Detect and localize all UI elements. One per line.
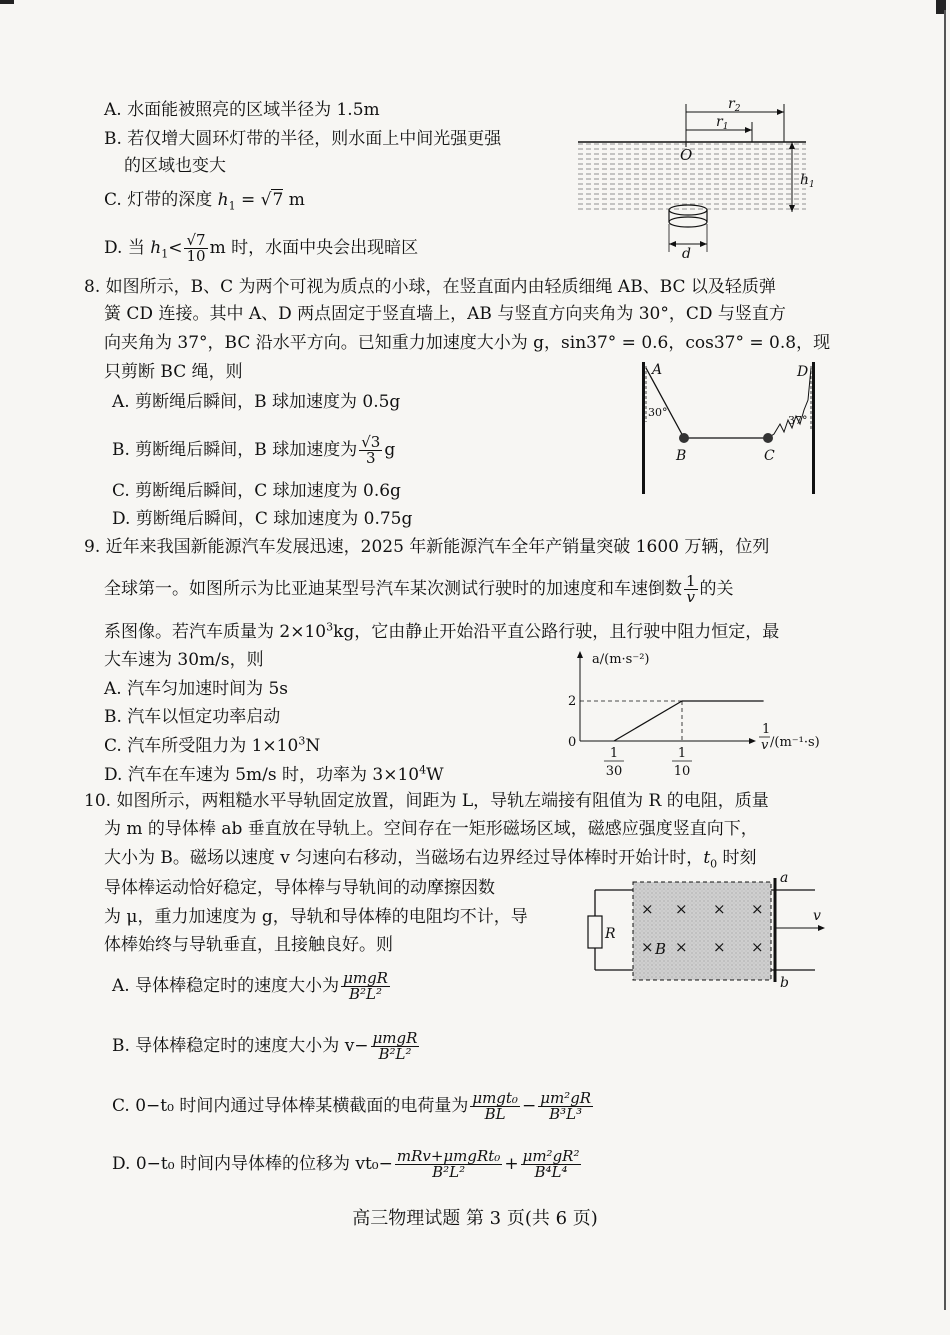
y-tick-2: 2 (568, 694, 577, 709)
label-d: D (797, 364, 809, 380)
q9-option-d: D. 汽车在车速为 5m/s 时，功率为 $3\times 10^4W$ (104, 763, 444, 785)
field-cross-8: × (751, 938, 764, 956)
q7-option-b-line1: B. 若仅增大圆环灯带的半径，则水面上中间光强更强 (104, 129, 502, 149)
q10-option-d: D. 0−t₀ 时间内导体棒的位移为 vt₀− $\frac{\text{mRv+μmgRt₀}}{\text{B²L²}}$ + $\frac{\text{μm²gR²}}{\text{B⁴L⁴}}$ (112, 1147, 580, 1181)
left-edge-mark (0, 0, 14, 4)
right-wall (812, 362, 815, 494)
q9-stem-line3: 系图像。若汽车质量为 $2\times 10^3kg$，它由静止开始沿平直公路行驶，且行驶中阻力恒定，最 (104, 620, 780, 642)
q9-stem-line4: 大车速为 30m/s，则 (104, 650, 264, 670)
q10-stem-line2: 为 m 的导体棒 ab 垂直放在导轨上。空间存在一矩形磁场区域，磁感应强度竖直向下， (104, 819, 758, 839)
q10-option-c: C. 0−t₀ 时间内通过导体棒某横截面的电荷量为 $\frac{\text{μmgt₀}}{BL}$ − $\frac{\text{μm²gR}}{\text{B³L³}}$ (112, 1089, 592, 1123)
point-o: O (680, 146, 693, 164)
ball-c (763, 433, 773, 443)
x-axis-label-den: v (761, 738, 769, 753)
x-tick-den-1: 30 (605, 764, 623, 779)
origin-label: 0 (568, 735, 577, 750)
field-cross-7: × (713, 938, 726, 956)
q8-stem-line4: 只剪断 BC 绳，则 (104, 362, 243, 382)
series-segment-1 (614, 701, 682, 741)
ring-bottom (669, 217, 707, 227)
r2-label: $r_2$ (728, 96, 741, 114)
field-cross-4: × (751, 900, 764, 918)
angle-37: 37° (788, 414, 808, 427)
q7-option-a: A. 水面能被照亮的区域半径为 1.5m (104, 100, 380, 120)
x-tick-num-2: 1 (677, 746, 687, 761)
field-b-label: B (655, 940, 667, 958)
q9-option-c: C. 汽车所受阻力为 $1\times 10^3N$ (104, 734, 321, 756)
velocity-label: v (813, 908, 821, 924)
right-border-line (944, 10, 946, 1310)
field-cross-3: × (713, 900, 726, 918)
q10-stem-line4: 导体棒运动恰好稳定，导体棒与导轨间的动摩擦因数 (104, 878, 495, 898)
q7-option-c: C. 灯带的深度 $h_1 = √7$ m (104, 190, 305, 213)
q10-stem-line1: 10. 如图所示，两粗糙水平导轨固定放置，间距为 L，导轨左端接有阻值为 R 的电阻，质量 (84, 791, 769, 811)
label-c: C (764, 448, 775, 464)
angle-30: 30° (648, 406, 668, 419)
q10-figure (575, 872, 840, 992)
q8-stem-line1: 8. 如图所示，B、C 为两个可视为质点的小球，在竖直面内由轻质细绳 AB、BC 以及轻质弹 (84, 277, 776, 297)
q10-option-b: B. 导体棒稳定时的速度大小为 v− $\frac{\text{μmgR}}{\text{B²L²}}$ (112, 1029, 418, 1063)
q7-option-b-line2: 的区域也变大 (124, 156, 226, 176)
q10-stem-line6: 体棒始终与导轨垂直，且接触良好。则 (104, 935, 393, 955)
q10-option-a: A. 导体棒稳定时的速度大小为 $\frac{\text{μmgR}}{\text{B²L²}}$ (112, 969, 388, 1003)
q8-option-a: A. 剪断绳后瞬间，B 球加速度为 0.5g (112, 392, 401, 412)
ball-b (679, 433, 689, 443)
q8-option-d: D. 剪断绳后瞬间，C 球加速度为 0.75g (112, 509, 413, 529)
x-axis-label-num: 1 (762, 722, 771, 737)
q8-stem-line2: 簧 CD 连接。其中 A、D 两点固定于竖直墙上，AB 与竖直方向夹角为 30°，CD 与竖直方 (104, 304, 786, 324)
q7-figure (570, 92, 840, 262)
q9-stem-line2: 全球第一。如图所示为比亚迪某型号汽车某次测试行驶时的加速度和车速倒数 $\frac{1}{v}$ 的关 (104, 572, 734, 606)
q10-stem-line3: 大小为 B。磁场以速度 v 匀速向右移动，当磁场右边界经过导体棒时开始计时，$t_0$ 时刻 (104, 848, 757, 871)
field-cross-1: × (641, 900, 654, 918)
label-a: a (780, 872, 789, 886)
q8-figure (636, 360, 826, 496)
label-b: B (676, 448, 687, 464)
q9-stem-line1: 9. 近年来我国新能源汽车发展迅速，2025 年新能源汽车全年产销量突破 1600 万辆，位列 (84, 537, 770, 557)
x-tick-den-2: 10 (673, 764, 691, 779)
r1-label: $r_1$ (716, 114, 729, 132)
q8-option-b: B. 剪断绳后瞬间，B 球加速度为 $\frac{√3}{3}$ g (112, 433, 396, 467)
label-a: A (652, 362, 663, 378)
resistor-r (588, 916, 602, 948)
page-footer: 高三物理试题 第 3 页(共 6 页) (352, 1208, 598, 1229)
left-wall (642, 362, 645, 494)
x-tick-num-1: 1 (609, 746, 619, 761)
y-axis-label: a/(m·s⁻²) (592, 652, 650, 667)
q8-option-c: C. 剪断绳后瞬间，C 球加速度为 0.6g (112, 481, 401, 501)
rope-ab (646, 368, 684, 438)
q10-stem-line5: 为 μ，重力加速度为 g，导轨和导体棒的电阻均不计，导 (104, 907, 528, 927)
q9-option-a: A. 汽车匀加速时间为 5s (104, 679, 289, 699)
field-cross-6: × (675, 938, 688, 956)
q8-stem-line3: 向夹角为 37°，BC 沿水平方向。已知重力加速度大小为 g，sin37° = 0.6，cos37° = 0.8，现 (104, 333, 831, 353)
resistor-label: R (605, 926, 616, 942)
h1-label: $h_1$ (800, 172, 815, 190)
q9-option-b: B. 汽车以恒定功率启动 (104, 707, 281, 727)
q9-chart (560, 645, 840, 780)
field-cross-5: × (641, 938, 654, 956)
q7-option-d: D. 当 $h_1<$ $\frac{√7}{10}$ m 时，水面中央会出现暗区 (104, 231, 419, 265)
x-axis-label-unit: /(m⁻¹·s) (770, 735, 820, 750)
magnetic-field-region (633, 882, 771, 980)
d-label: d (682, 246, 691, 262)
field-cross-2: × (675, 900, 688, 918)
label-b: b (780, 975, 789, 991)
